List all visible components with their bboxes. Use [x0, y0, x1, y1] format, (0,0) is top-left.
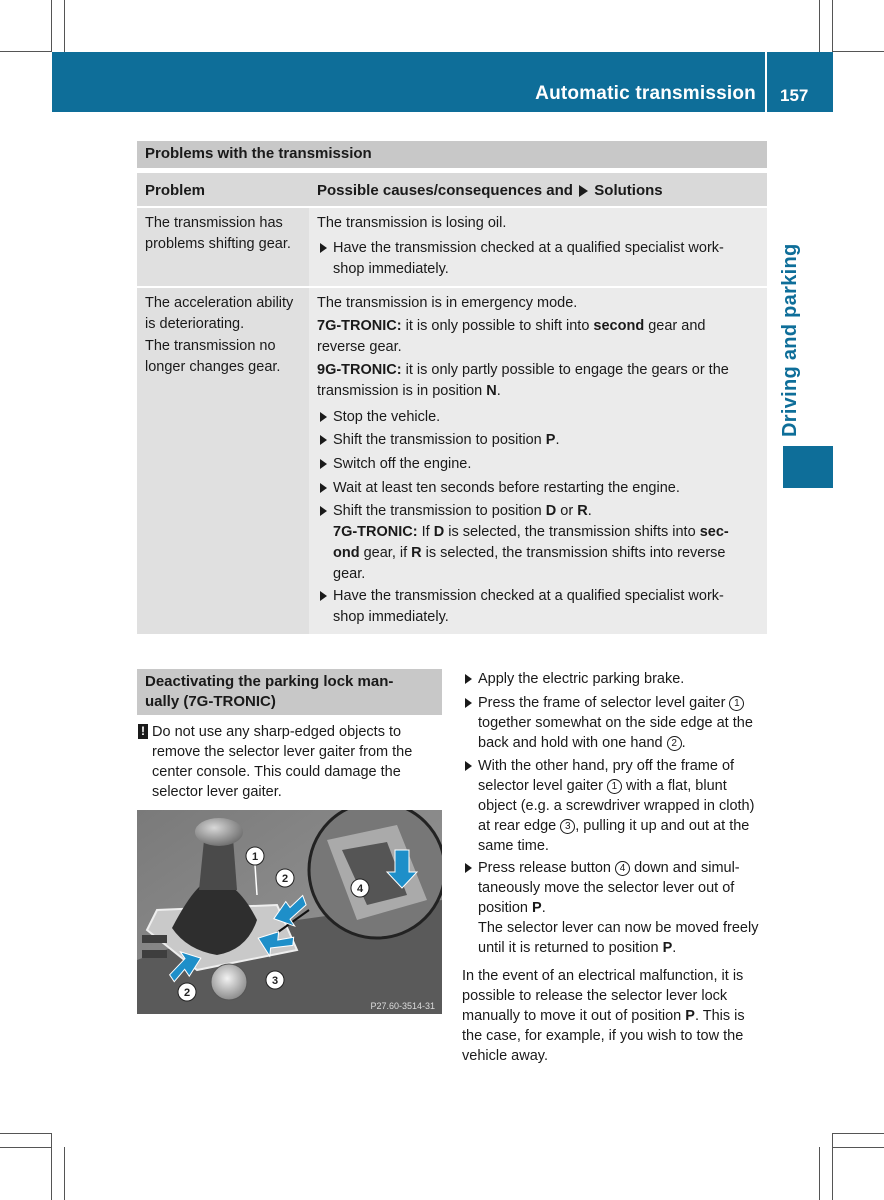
table-title: Problems with the transmission [137, 141, 767, 168]
crop-mark [832, 1133, 884, 1134]
callout-4 [351, 879, 369, 897]
crop-mark [819, 1147, 820, 1200]
arrow-right-icon [320, 243, 327, 253]
list-item: Press the frame of selector level gaiter 1 together somewhat on the side edge at the back and hold with one hand 2 . [462, 693, 770, 753]
list-item: With the other hand, pry off the frame of selector level gaiter 1 with a flat, blunt object (e.g. a screwdriver wrapped in cloth) at rear edge 3 , pulling it up and out at the same time. [462, 756, 770, 856]
list-item: Press release button 4 down and simul- taneously move the selector lever out of position P. The selector lever can now be moved freely until it is returned to position P. [462, 858, 770, 958]
arrow-right-icon [465, 674, 472, 684]
list-item: Shift the transmission to position D or R. 7G-TRONIC: If D is selected, the transmission shifts into sec- ond gear, if R is selected, the transmission shifts into reverse gear. [317, 501, 729, 585]
cause-text: 9G-TRONIC: it is only partly possible to engage the gears or the transmission is in position N. [317, 362, 729, 399]
callout-2 [276, 869, 294, 887]
arrow-right-icon [579, 185, 588, 197]
arrow-right-icon [320, 506, 327, 516]
list-item: Have the transmission checked at a qualified specialist work- shop immediately. [317, 586, 724, 628]
arrow-right-icon [320, 591, 327, 601]
button-strip [142, 950, 167, 958]
crop-mark [819, 0, 820, 52]
crop-mark [51, 1133, 52, 1200]
list-item: Switch off the engine. [317, 454, 471, 475]
column-header-problem: Problem [145, 182, 206, 199]
callout-2 [178, 983, 196, 1001]
crop-mark [51, 0, 52, 52]
callout-2: 2 [667, 736, 682, 751]
lever-knob [195, 818, 243, 846]
list-item: Have the transmission checked at a qualified specialist work- shop immediately. [317, 238, 724, 280]
svg-text:2: 2 [183, 987, 191, 999]
arrow-right-icon [320, 412, 327, 422]
body-paragraph: In the event of an electrical malfunction, it is possible to release the selector lever lock manually to move it out of position P. This is the case, for example, if you wish to tow the vehicle away. [462, 968, 745, 1064]
selector-lever-photo [137, 810, 442, 1014]
problem-text: The transmission has problems shifting gear. [145, 215, 291, 252]
callout-3 [266, 971, 284, 989]
list-item: Shift the transmission to position P. [317, 430, 559, 451]
list-item: Apply the electric parking brake. [462, 669, 770, 690]
crop-mark [832, 51, 884, 52]
crop-mark [64, 0, 65, 52]
svg-text:3: 3 [271, 975, 279, 987]
arrow-right-icon [465, 761, 472, 771]
header-divider [765, 52, 767, 112]
crop-mark [0, 51, 52, 52]
svg-text:4: 4 [356, 883, 364, 895]
crop-mark [0, 1147, 52, 1148]
callout-1: 1 [729, 696, 744, 711]
list-item: Stop the vehicle. [317, 407, 440, 428]
table-header-row [137, 173, 767, 206]
arrow-right-icon [320, 483, 327, 493]
cause-text: The transmission is losing oil. [317, 215, 507, 231]
arrow-right-icon [320, 459, 327, 469]
crop-mark [64, 1147, 65, 1200]
callout-1: 1 [607, 779, 622, 794]
cause-text: 7G-TRONIC: it is only possible to shift into second gear and reverse gear. [317, 318, 706, 355]
crop-mark [832, 1147, 884, 1148]
svg-text:1: 1 [251, 851, 259, 863]
list-item: Wait at least ten seconds before restarting the engine. [317, 478, 680, 499]
problem-text: The acceleration ability is deteriorating. [145, 295, 294, 332]
arrow-right-icon [320, 435, 327, 445]
crop-mark [832, 1133, 833, 1200]
arrow-right-icon [465, 863, 472, 873]
svg-text:2: 2 [281, 873, 289, 885]
column-header-solutions: Possible causes/consequences and Solutions [317, 182, 663, 199]
page-number: 157 [780, 86, 809, 105]
section-heading: Deactivating the parking lock man- ually (7G-TRONIC) [137, 669, 442, 715]
cause-text: The transmission is in emergency mode. [317, 295, 578, 311]
page-title: Automatic transmission [535, 83, 756, 104]
callout-1 [246, 847, 264, 865]
chapter-side-block [783, 446, 833, 488]
warning-icon: ! [138, 724, 148, 739]
crop-mark [832, 0, 833, 52]
warning-text: Do not use any sharp-edged objects to remove the selector lever gaiter from the center console. This could damage the selector lever gaiter. [152, 724, 413, 800]
callout-3: 3 [560, 819, 575, 834]
callout-4: 4 [615, 861, 630, 876]
crop-mark [0, 1133, 52, 1134]
photo-code: P27.60-3514-31 [370, 1001, 435, 1011]
controller-dial [211, 964, 247, 1000]
chapter-side-label: Driving and parking [779, 243, 801, 437]
arrow-right-icon [465, 698, 472, 708]
problem-text: The transmission no longer changes gear. [145, 338, 281, 375]
button-strip [142, 935, 167, 943]
